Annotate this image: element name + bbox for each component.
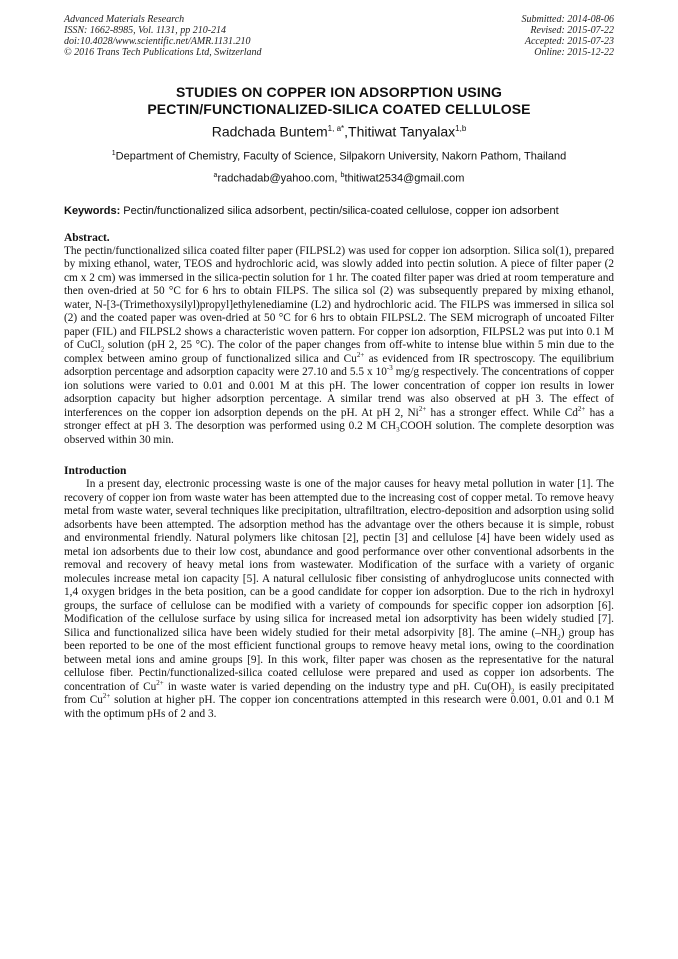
introduction-text: in waste water is varied depending on the industry type and pH. Cu(OH) [163,680,511,693]
superscript: 2+ [418,405,427,414]
affiliation [64,147,614,164]
author-1: Radchada Buntem [211,123,328,140]
superscript: 2+ [156,679,164,688]
keywords [64,204,614,218]
journal-name: Advanced Materials Research [64,14,185,25]
superscript: 2+ [356,351,365,360]
keywords-label: Keywords: [64,204,121,217]
superscript: 2+ [577,405,586,414]
submitted-date: Submitted: 2014-08-06 [521,14,614,25]
issn: ISSN: 1662-8985, Vol. 1131, pp 210-214 [64,25,227,36]
email-a: radchadab@yahoo.com, [217,172,341,185]
copyright: © 2016 Trans Tech Publications Ltd, Switzerland [64,47,262,58]
publication-header [64,14,614,58]
author-2-affil: 1,b [455,124,467,133]
abstract-text: as evidenced from IR spectroscopy. The equilibrium adsorption percentage and adsorption capacity were 27.10 and 5.5 x 10 [64,352,614,379]
introduction-body [64,478,614,721]
introduction-heading: Introduction [64,465,127,478]
affiliation-text: Department of Chemistry, Faculty of Science, Silpakorn University, Nakorn Pathom, Thailand [115,150,567,163]
email-b: thitiwat2534@gmail.com [344,172,465,185]
introduction-text: solution at higher pH. The copper ion concentrations attempted in this research were 0.001, 0.01 and 0.1 M with the optimum pHs of 2 and 3. [64,694,614,720]
title-line-1: STUDIES ON COPPER ION ADSORPTION USING [175,84,503,100]
journal-info [64,14,262,58]
abstract-text: has a stronger effect. While Cd [426,406,578,419]
email-b-marker: b [340,172,345,180]
author-2: ,Thitiwat Tanyalax [344,123,456,140]
superscript: 2+ [102,692,111,701]
abstract-text: mg/g respectively. The concentrations of copper ion solutions were varied to 0.01 and 0.001 M at this pH. The lower concentration of copper ion results in lower adsorption capacity but higher adsorption percentage. A similar trend was also observed at pH 3. The effect of interferences on the copper ion adsorption depends on the pH. At pH 2, Ni [64,366,614,419]
title-line-2: PECTIN/FUNCTIONALIZED-SILICA COATED CELLULOSE [147,101,531,117]
introduction-text: is easily precipitated from Cu [64,680,615,707]
revised-date: Revised: 2015-07-22 [530,25,614,36]
subscript: 2 [100,345,105,354]
abstract-body [64,245,614,448]
subscript: 2 [511,687,515,696]
paper-title [64,84,614,118]
keywords-text: Pectin/functionalized silica adsorbent, pectin/silica-coated cellulose, copper ion adsorbent [120,204,559,217]
subscript: 2 [557,633,561,642]
affiliation-number: 1 [111,149,116,157]
online-date: Online: 2015-12-22 [534,47,614,58]
doi: doi:10.4028/www.scientific.net/AMR.1131.210 [64,36,251,47]
email-list [64,169,614,186]
abstract-text: has a stronger effect at pH 3. The desorption was performed using 0.2 M CH₃COOH solution. The complete desorption was observed within 30 min. [64,406,614,446]
abstract-text: The pectin/functionalized silica coated filter paper (FILPSL2) was used for copper ion adsorption. Silica sol(1), prepared by mixing ethanol, water, TEOS and hydrochloric acid, was slowly added into pectin solution. A piece of filter paper (2 cm x 2 cm) was immersed in the silica-pectin solution for 1 hr. The coated filter paper was dried at room temperature and then oven-dried at 50 °C for 6 hrs to obtain FILPS. The silica sol (2) was subsequently prepared by mixing ethanol, water, N-[3-(Trimethoxysilyl)propyl]ethylenediamine (L2) and hydrochloric acid. The FILPS was immersed in silica sol (2) and the coated paper was oven-dried at 50 °C for 6 hrs to obtain FILPSL2. The SEM micrograph of uncoated Filter paper (FIL) and FILPSL2 shows a characteristic woven pattern. For copper ion adsorption, FILPSL2 was put into 0.1 M of CuCl [64,244,614,352]
introduction-text: In a present day, electronic processing waste is one of the major causes for heavy metal pollution in water [1]. The recovery of copper ion from waste water has been attempted due to the increasing cost of copper metal. To remove heavy metal from waste water, several techniques like precipitation, ultrafiltration, electro-deposition and adsorption using solid adsorbents have been attempted. The adsorption method has the advantage over the others because it is simple, robust and environmental friendly. Natural polymers like chitosan [2], pectin [3] and cellulose [4] have been widely used as metal ion adsorbents due to their low cost, abundance and good performance over other conventional adsorbents in the removal and recovery of heavy metal ions from wastewater. Modification of the surface with a variety of organic molecules increase metal ion capacity [5]. A natural cellulosic fiber consisting of anhydroglucose units connected with 1,4 oxygen bridges in the beta position, can be a good candidate for copper ion adsorption. Due to the rich in hydroxyl groups, the surface of cellulose can be modified with a variety of compounds for specific copper ion adsorption [6]. Modification of the cellulose surface by using silica for increased metal ion adsorptivity has been widely studied [7]. Silica and functionalized silica have been widely studied for their metal adsorpivity [8]. The amine (–NH [64,478,614,639]
accepted-date: Accepted: 2015-07-23 [524,36,614,47]
author-list [64,120,614,141]
superscript: -3 [386,364,393,373]
author-1-affil: 1, a* [327,124,345,133]
abstract-heading: Abstract. [64,231,110,244]
abstract-text: solution (pH 2, 25 °C). The color of the paper changes from off-white to intense blue within 5 min due to the complex between amino group of functionalized silica and Cu [64,339,614,365]
publication-dates [522,14,615,58]
introduction-text: ) group has been reported to be one of the most efficient functional groups to remove heavy metal ions, owing to the coordination between metal ions and amine groups [9]. In this work, filter paper was chosen as the representative for the natural cellulose fiber. Pectin/functionalized-silica coated cellulose were prepared and used as copper ion adsorbents. The concentration of Cu [64,626,614,693]
email-a-marker: a [213,172,218,180]
